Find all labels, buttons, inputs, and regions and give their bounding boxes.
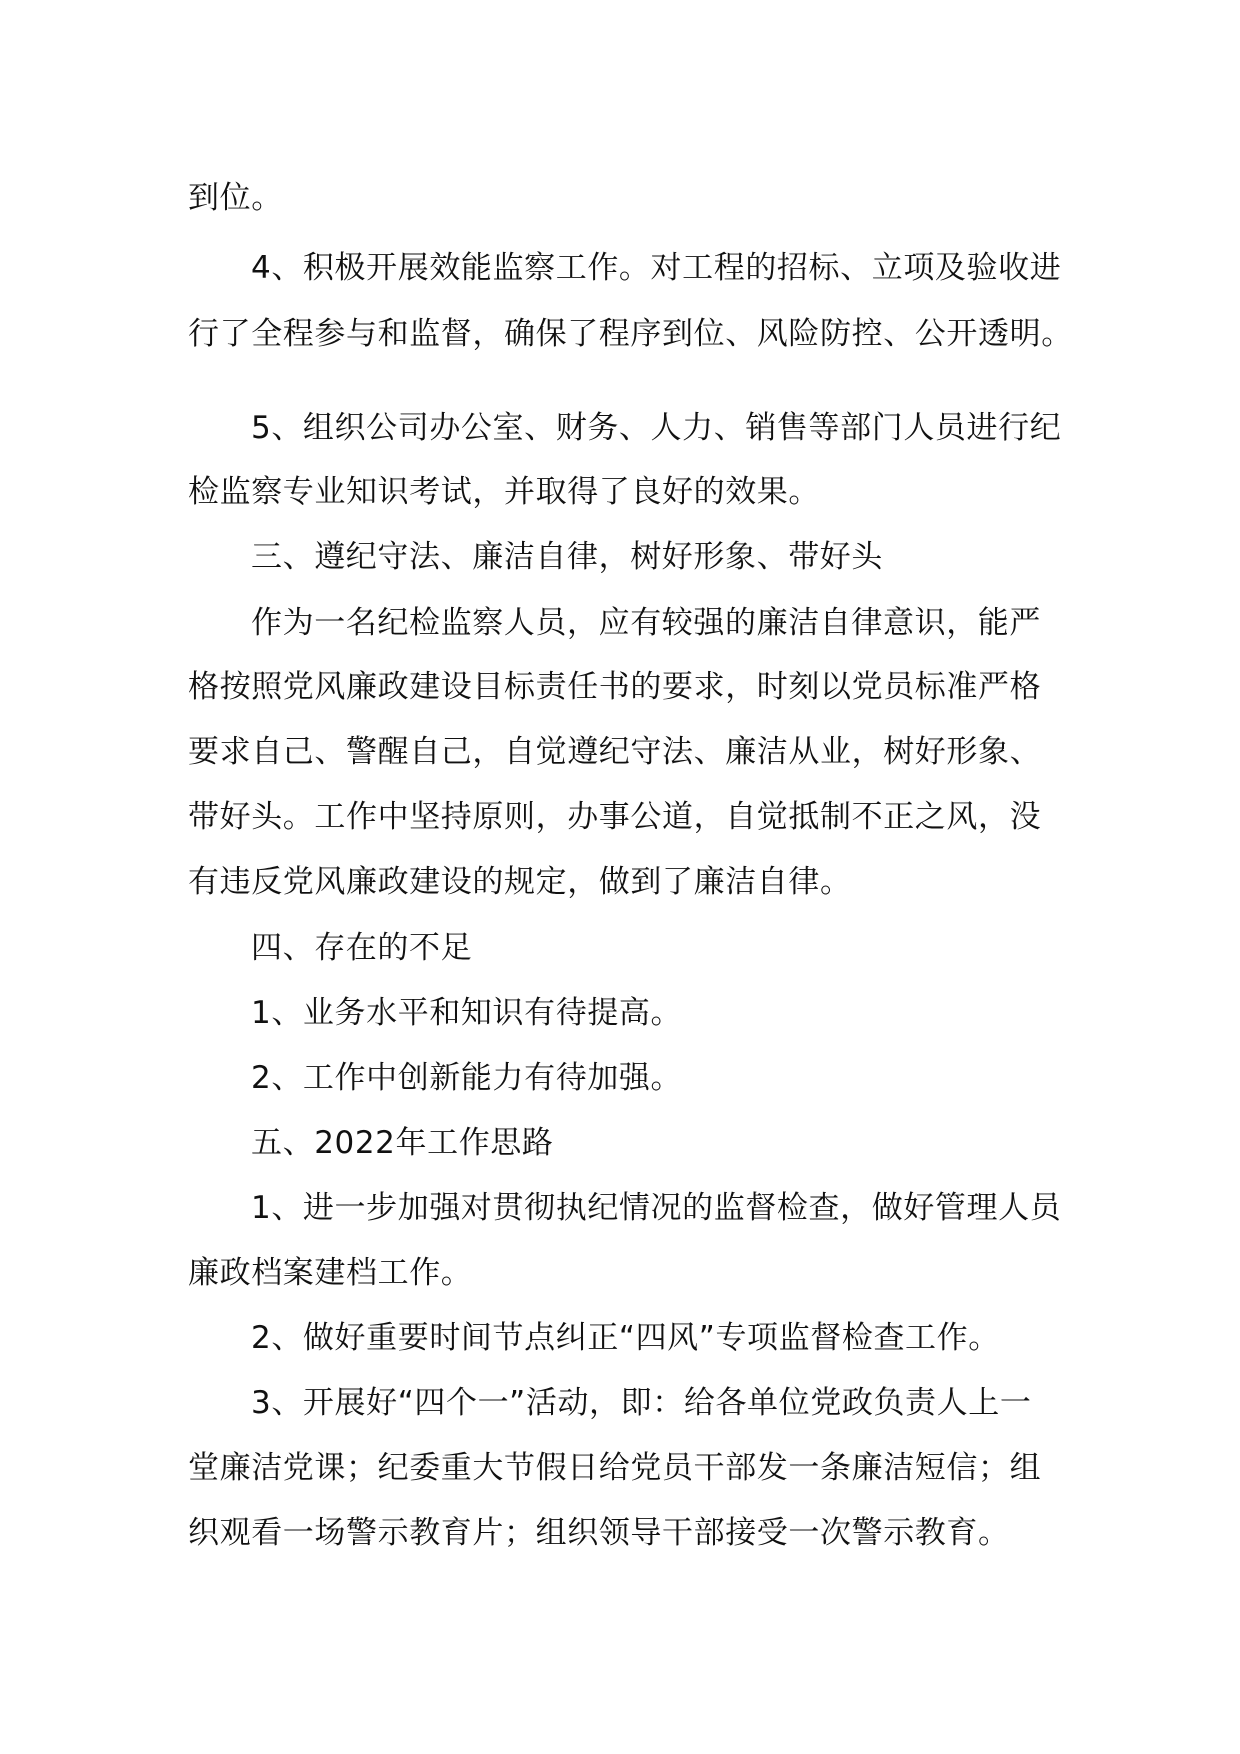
text-line: 堂廉洁党课；纪委重大节假日给党员干部发一条廉洁短信；组 — [188, 1450, 1042, 1486]
text-line: 行了全程参与和监督，确保了程序到位、风险防控、公开透明。 — [188, 316, 1073, 352]
text-line: 要求自己、警醒自己，自觉遵纪守法、廉洁从业，树好形象、 — [188, 734, 1042, 770]
text-line: 作为一名纪检监察人员，应有较强的廉洁自律意识，能严 — [251, 605, 1041, 641]
list-item: 3、开展好“四个一”活动，即：给各单位党政负责人上一 — [251, 1385, 1032, 1421]
text-line: 廉政档案建档工作。 — [188, 1255, 473, 1291]
text-line: 带好头。工作中坚持原则，办事公道，自觉抵制不正之风，没 — [188, 799, 1042, 835]
section-heading: 五、2022年工作思路 — [251, 1125, 554, 1161]
text-line: 格按照党风廉政建设目标责任书的要求，时刻以党员标准严格 — [188, 669, 1042, 705]
section-heading: 四、存在的不足 — [251, 930, 473, 966]
text-line: 5、组织公司办公室、财务、人力、销售等部门人员进行纪 — [251, 410, 1062, 446]
text-line: 有违反党风廉政建设的规定，做到了廉洁自律。 — [188, 864, 852, 900]
text-line: 4、积极开展效能监察工作。对工程的招标、立项及验收进 — [251, 250, 1062, 286]
list-item: 1、进一步加强对贯彻执纪情况的监督检查，做好管理人员 — [251, 1190, 1062, 1226]
text-line: 检监察专业知识考试，并取得了良好的效果。 — [188, 474, 820, 510]
list-item: 2、做好重要时间节点纠正“四风”专项监督检查工作。 — [251, 1320, 1000, 1356]
list-item: 2、工作中创新能力有待加强。 — [251, 1060, 683, 1096]
text-line: 到位。 — [188, 180, 283, 216]
text-line: 织观看一场警示教育片；组织领导干部接受一次警示教育。 — [188, 1515, 1010, 1551]
section-heading: 三、遵纪守法、廉洁自律，树好形象、带好头 — [251, 539, 883, 575]
list-item: 1、业务水平和知识有待提高。 — [251, 995, 683, 1031]
